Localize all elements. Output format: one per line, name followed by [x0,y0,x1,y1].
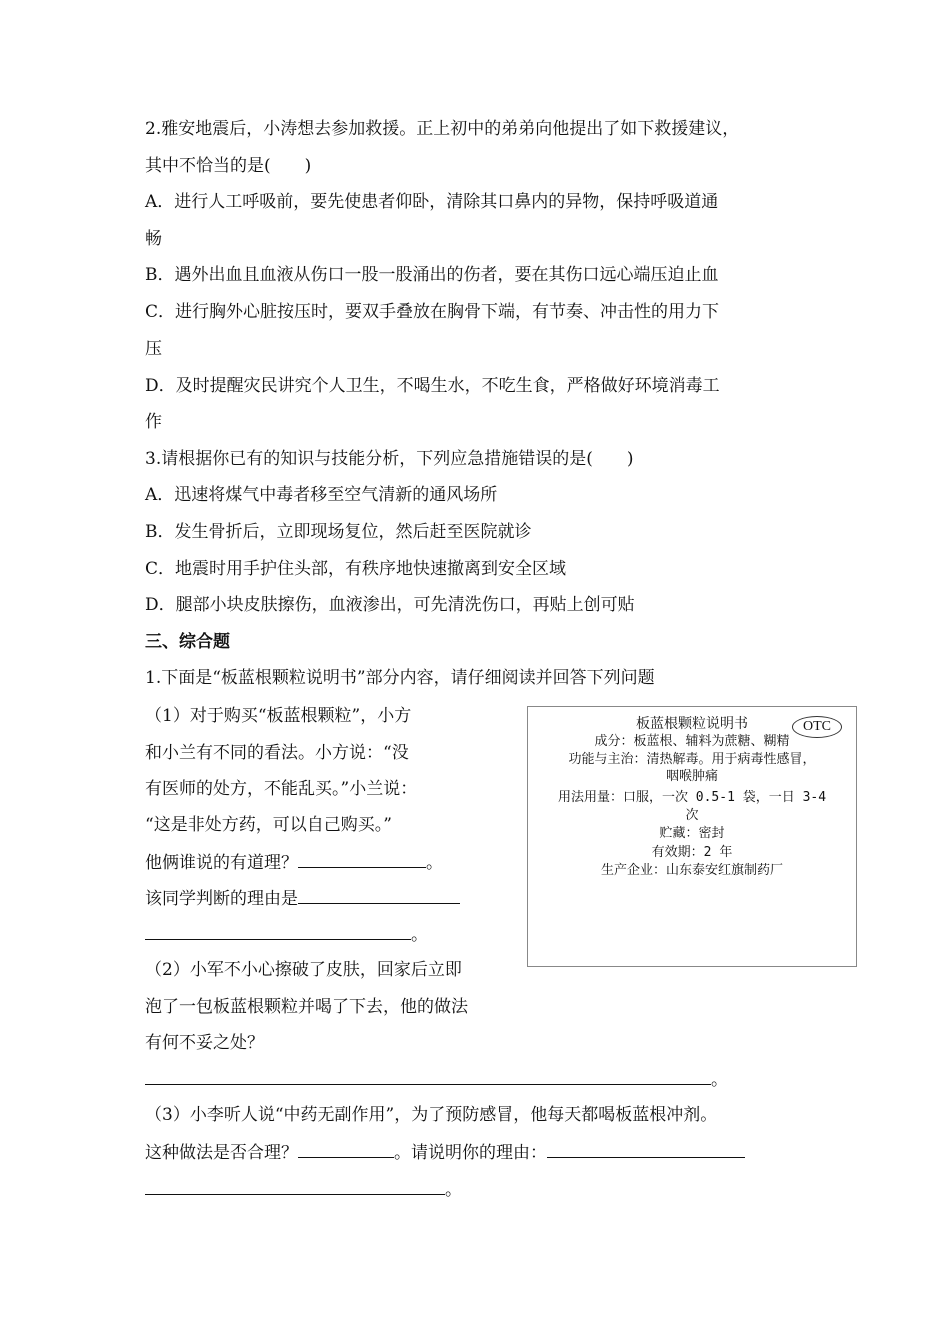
part1-reason-text: 该同学判断的理由是 [145,889,298,909]
answer-blank-reason-1[interactable] [298,885,460,904]
answer-blank-part3-reason-2[interactable] [145,1176,445,1195]
part1-line5 [145,849,443,876]
period: 。 [426,853,443,873]
leaflet-ingredients: 成分：板蓝根、辅料为蔗糖、糊精 [594,734,790,749]
answer-blank-part3-reason-1[interactable] [547,1139,745,1158]
answer-blank-reasonable[interactable] [298,1139,394,1158]
part1-line7 [145,921,428,948]
q2-option-c-line1: C．进行胸外心脏按压时，要双手叠放在胸骨下端，有节奏、冲击性的用力下 [145,302,720,322]
part2-line3: 有何不妥之处？ [145,1033,264,1053]
leaflet-storage: 贮藏：密封 [659,826,725,841]
leaflet-usage-line1: 用法用量：口服，一次 0.5-1 袋，一日 3-4 [557,790,827,805]
answer-blank-who[interactable] [298,849,426,868]
part2-line2: 泡了一包板蓝根颗粒并喝了下去，他的做法 [145,997,468,1017]
part3-reason-prompt: 。请说明你的理由： [394,1143,547,1163]
part1-line1: （1）对于购买“板蓝根颗粒”，小方 [145,706,412,726]
part2-answer-line [145,1066,728,1093]
q3-option-d: D．腿部小块皮肤擦伤，血液渗出，可先清洗伤口，再贴上创可贴 [145,595,635,615]
answer-blank-reason-2[interactable] [145,921,411,940]
part3-line1: （3）小李听人说“中药无副作用”，为了预防感冒，他每天都喝板蓝根冲剂。 [145,1105,718,1125]
part1-line6 [145,885,460,912]
period: 。 [411,925,428,945]
part1-question-text: 他俩谁说的有道理？ [145,853,298,873]
q2-option-a-line2: 畅 [145,229,162,249]
leaflet-function-line2: 咽喉肿痛 [665,769,718,784]
q3-option-a: A．迅速将煤气中毒者移至空气清新的通风场所 [145,485,498,505]
otc-badge: OTC [792,716,842,738]
q2-option-b: B．遇外出血且血液从伤口一股一股涌出的伤者，要在其伤口远心端压迫止血 [145,265,719,285]
period: 。 [711,1070,728,1090]
part1-line3: 有医师的处方，不能乱买。”小兰说： [145,779,418,799]
section-heading: 三、综合题 [145,632,230,652]
q3-option-b: B．发生骨折后，立即现场复位，然后赶至医院就诊 [145,522,532,542]
part3-line2 [145,1139,745,1166]
leaflet-title: 板蓝根颗粒说明书 [636,716,748,732]
q2-option-c-line2: 压 [145,339,162,359]
medicine-leaflet-box [527,706,857,967]
part1-line4: “这是非处方药，可以自己购买。” [145,815,392,835]
leaflet-function-line1: 功能与主治：清热解毒。用于病毒性感冒， [568,752,816,767]
q3-stem: 3.请根据你已有的知识与技能分析，下列应急措施错误的是( ) [145,449,634,469]
comprehensive-q1-intro: 1.下面是“板蓝根颗粒说明书”部分内容，请仔细阅读并回答下列问题 [145,668,655,688]
part2-line1: （2）小军不小心擦破了皮肤，回家后立即 [145,960,462,980]
q2-option-a-line1: A．进行人工呼吸前，要先使患者仰卧，清除其口鼻内的异物，保持呼吸道通 [145,192,719,212]
q2-stem-line1: 2.雅安地震后，小涛想去参加救援。正上初中的弟弟向他提出了如下救援建议， [145,119,740,139]
answer-blank-part2[interactable] [145,1066,711,1085]
leaflet-usage-line2: 次 [685,808,699,823]
leaflet-validity: 有效期：2 年 [651,845,733,860]
part3-question-text: 这种做法是否合理？ [145,1143,298,1163]
period: 。 [445,1180,462,1200]
q3-option-c: C．地震时用手护住头部，有秩序地快速撤离到安全区域 [145,559,567,579]
leaflet-manufacturer: 生产企业：山东泰安红旗制药厂 [600,863,783,878]
q2-option-d-line2: 作 [145,412,162,432]
q2-option-d-line1: D．及时提醒灾民讲究个人卫生，不喝生水，不吃生食，严格做好环境消毒工 [145,376,720,396]
part3-line3 [145,1176,462,1203]
q2-stem-line2: 其中不恰当的是( ) [145,156,312,176]
part1-line2: 和小兰有不同的看法。小方说：“没 [145,743,409,763]
